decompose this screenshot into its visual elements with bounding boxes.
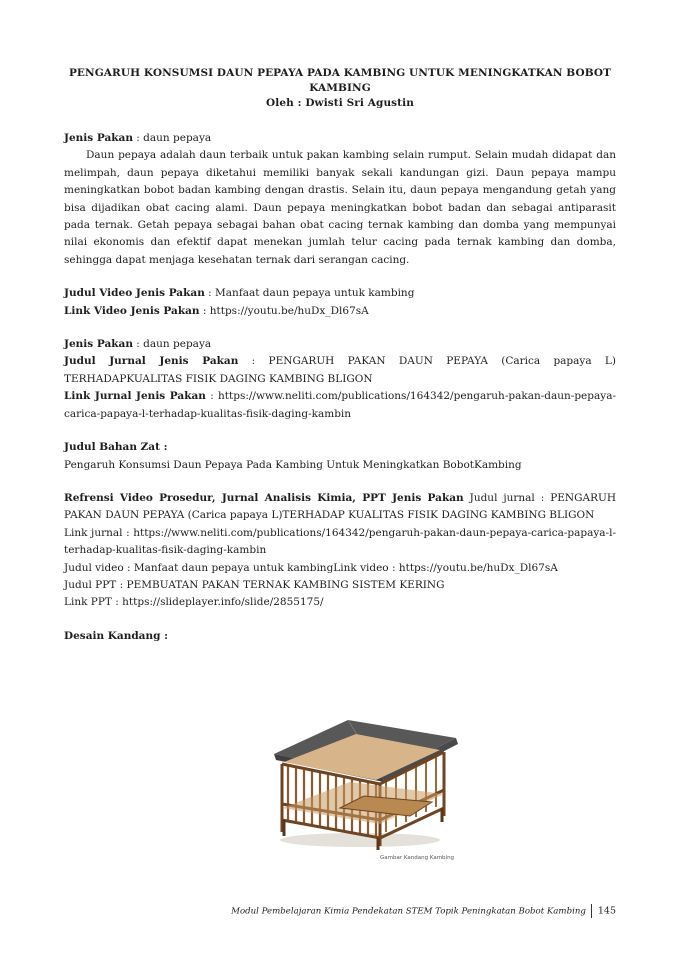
document-body (64, 130, 616, 645)
references-line-1 (64, 490, 616, 525)
journal-link-line (64, 388, 616, 423)
video-link-value[interactable]: : https://youtu.be/huDx_Dl67sA (199, 304, 369, 317)
journal-title-value: : PENGARUH PAKAN DAUN PEPAYA (Carica papaya L) TERHADAPKUALITAS FISIK DAGING KAMBING BLIGON (64, 355, 616, 385)
journal-title-line (64, 353, 616, 388)
desain-kandang-heading (64, 628, 616, 645)
page-number: 145 (597, 905, 616, 917)
bahan-zat-value: Pengaruh Konsumsi Daun Pepaya Pada Kambing Untuk Meningkatkan BobotKambing (64, 458, 522, 471)
bahan-zat-heading (64, 439, 616, 456)
document-title (60, 66, 620, 111)
journal-link-value[interactable]: : https://www.neliti.com/publications/164342/pengaruh-pakan-daun-pepaya-carica-papaya-l-terhadap-kualitas-fisik-daging-kambin (64, 390, 616, 420)
page-footer (120, 904, 616, 919)
references-label: Refrensi Video Prosedur, Jurnal Analisis Kimia, PPT Jenis Pakan (64, 491, 464, 504)
journal-title-label: Judul Jurnal Jenis Pakan (64, 355, 239, 368)
feed-description-paragraph: Daun pepaya adalah daun terbaik untuk pakan kambing selain rumput. Selain mudah didapat dan melimpah, daun pepaya diketahui memiliki banyak sekali kandungan gizi. Daun pepaya mampu meningkatkan bobot badan kambing dengan drastis. Selain itu, daun pepaya mengandung getah yang bisa dijadikan obat cacing alami. Daun pepaya meningkatkan bobot badan dan sebagai antiparasit pada ternak. Getah pepaya sebagai bahan obat cacing ternak kambing dan domba yang mempunyai nilai ekonomis dan efektif dapat menekan jumlah telur cacing pada ternak kambing dan domba, sehingga dapat menjaga kesehatan ternak dari serangan cacing. (64, 149, 616, 266)
feed-type-value: : daun pepaya (132, 132, 212, 144)
feed-type-line (64, 130, 616, 147)
footer-module-title: Modul Pembelajaran Kimia Pendekatan STEM Topik Peningkatan Bobot Kambing (231, 906, 586, 917)
references-ppt-title: Judul PPT : PEMBUATAN PAKAN TERNAK KAMBING SISTEM KERING (64, 578, 445, 591)
video-link-label: Link Video Jenis Pakan (64, 304, 200, 317)
feed-type-label: Jenis Pakan (64, 132, 133, 144)
video-title-line (64, 285, 616, 302)
footer-divider (591, 904, 592, 918)
references-journal-link[interactable]: Link jurnal : https://www.neliti.com/publications/164342/pengaruh-pakan-daun-pepaya-carica-papaya-l-terhadap-kualitas-fisik-daging-kambin (64, 526, 616, 557)
bahan-zat-label: Judul Bahan Zat : (64, 441, 168, 454)
video-title-label: Judul Video Jenis Pakan (64, 287, 205, 300)
title-line-1: PENGARUH KONSUMSI DAUN PEPAYA PADA KAMBING UNTUK MENINGKATKAN BOBOT (68, 67, 612, 79)
desain-kandang-label: Desain Kandang : (64, 629, 168, 642)
journal-feed-type-line (64, 336, 616, 353)
references-ppt-link[interactable]: Link PPT : https://slideplayer.info/slide/2855175/ (64, 596, 324, 609)
journal-link-label: Link Jurnal Jenis Pakan (64, 390, 206, 403)
references-journal-title: Judul jurnal : PENGARUH PAKAN DAUN PEPAYA (Carica papaya L)TERHADAP KUALITAS FISIK DAGING KAMBING BLIGON (64, 491, 617, 522)
references-video[interactable]: Judul video : Manfaat daun pepaya untuk kambingLink video : https://youtu.be/huDx_Dl67sA (64, 561, 558, 574)
title-line-2: KAMBING (309, 82, 371, 94)
video-title-value: : Manfaat daun pepaya untuk kambing (204, 287, 415, 300)
journal-feed-type-value: : daun pepaya (132, 338, 212, 351)
journal-feed-type-label: Jenis Pakan (64, 338, 133, 351)
author-line: Oleh : Dwisti Sri Agustin (266, 97, 414, 109)
video-link-line (64, 303, 616, 320)
goat-pen-illustration (260, 716, 460, 866)
figure-caption: Gambar Kandang Kambing (380, 855, 455, 861)
